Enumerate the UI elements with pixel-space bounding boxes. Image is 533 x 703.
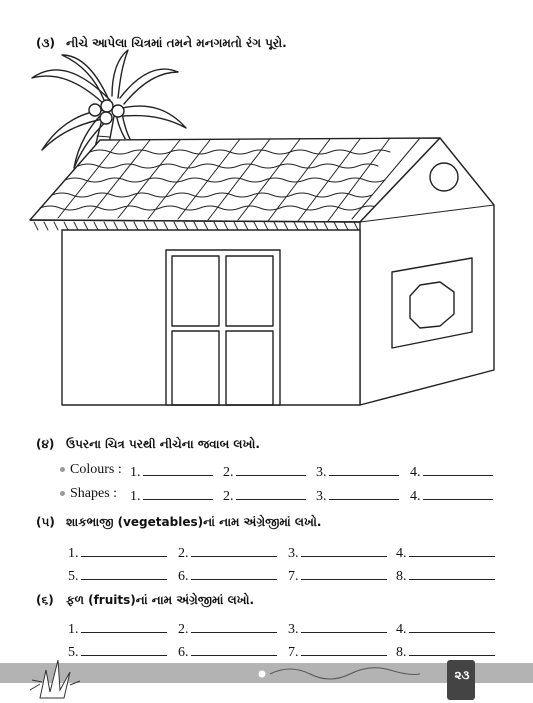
- shapes-label: Shapes :: [60, 486, 117, 502]
- answer-slot[interactable]: 3.: [288, 619, 388, 638]
- answer-slot[interactable]: 8.: [396, 566, 496, 585]
- answer-slot[interactable]: 2.: [223, 486, 306, 505]
- question-5: [36, 515, 321, 530]
- palm-leaf: [120, 69, 178, 104]
- question-3-number: (૩): [36, 36, 55, 50]
- answer-slot[interactable]: 5.: [68, 566, 168, 585]
- answer-slot[interactable]: 4.: [396, 619, 496, 638]
- palm-leaf: [122, 106, 186, 128]
- answer-slot[interactable]: 4.: [410, 462, 493, 481]
- answer-slot[interactable]: 6.: [178, 642, 278, 661]
- answer-slot[interactable]: 3.: [288, 543, 388, 562]
- coconut: [112, 105, 124, 117]
- answer-slot[interactable]: 2.: [178, 543, 278, 562]
- question-6-text: ફળ (fruits)નાં નામ અંગ્રેજીમાં લખો.: [66, 593, 255, 607]
- question-5-number: (૫): [36, 515, 55, 529]
- answer-slot[interactable]: 2.: [178, 619, 278, 638]
- question-6: [36, 593, 254, 608]
- coconut: [89, 104, 101, 116]
- question-4-text: ઉપરના ચિત્ર પરથી નીચેના જવાબ લખો.: [66, 437, 260, 451]
- door-frame: [166, 250, 280, 405]
- spark-icon: [259, 671, 265, 677]
- question-5-text: શાકભાજી (vegetables)નાં નામ અંગ્રેજીમાં લખો.: [66, 515, 322, 529]
- answer-slot[interactable]: 5.: [68, 642, 168, 661]
- answer-slot[interactable]: 3.: [316, 462, 399, 481]
- answer-slot[interactable]: 1.: [130, 486, 213, 505]
- question-6-number: (૬): [36, 593, 54, 607]
- bullet-icon: [60, 467, 65, 472]
- answer-slot[interactable]: 1.: [68, 619, 168, 638]
- answer-slot[interactable]: 4.: [396, 543, 496, 562]
- footer-text: રક્ષાંકાર - દિવાળી ગૃહકાર્ય (ધોરણ-૪): [68, 3, 199, 13]
- bullet-icon: [60, 491, 65, 496]
- gable-round-window: [430, 163, 458, 191]
- colours-row: [60, 462, 505, 480]
- answer-slot[interactable]: 1.: [130, 462, 213, 481]
- answer-slot[interactable]: 7.: [288, 566, 388, 585]
- fruits-row-1: [68, 619, 513, 637]
- coconut: [100, 112, 112, 124]
- page-number: ૨૩: [454, 668, 470, 682]
- question-4-number: (૪): [36, 437, 55, 451]
- answer-slot[interactable]: 7.: [288, 642, 388, 661]
- answer-slot[interactable]: 3.: [316, 486, 399, 505]
- answer-slot[interactable]: 2.: [223, 462, 306, 481]
- coconut: [101, 100, 113, 112]
- vegetables-row-2: [68, 566, 513, 584]
- answer-slot[interactable]: 1.: [68, 543, 168, 562]
- question-3-text: નીચે આપેલા ચિત્રમાં તમને મનગમતો રંગ પૂરો.: [66, 36, 287, 50]
- colours-label: Colours :: [60, 462, 122, 478]
- answer-slot[interactable]: 8.: [396, 642, 496, 661]
- answer-slot[interactable]: 4.: [410, 486, 493, 505]
- sparkle-icon: [40, 660, 70, 698]
- question-4: [36, 437, 260, 452]
- answer-slot[interactable]: 6.: [178, 566, 278, 585]
- fuse-line-icon: [270, 668, 420, 679]
- palm-leaf: [62, 55, 108, 100]
- shapes-row: [60, 486, 505, 504]
- vegetables-row-1: [68, 543, 513, 561]
